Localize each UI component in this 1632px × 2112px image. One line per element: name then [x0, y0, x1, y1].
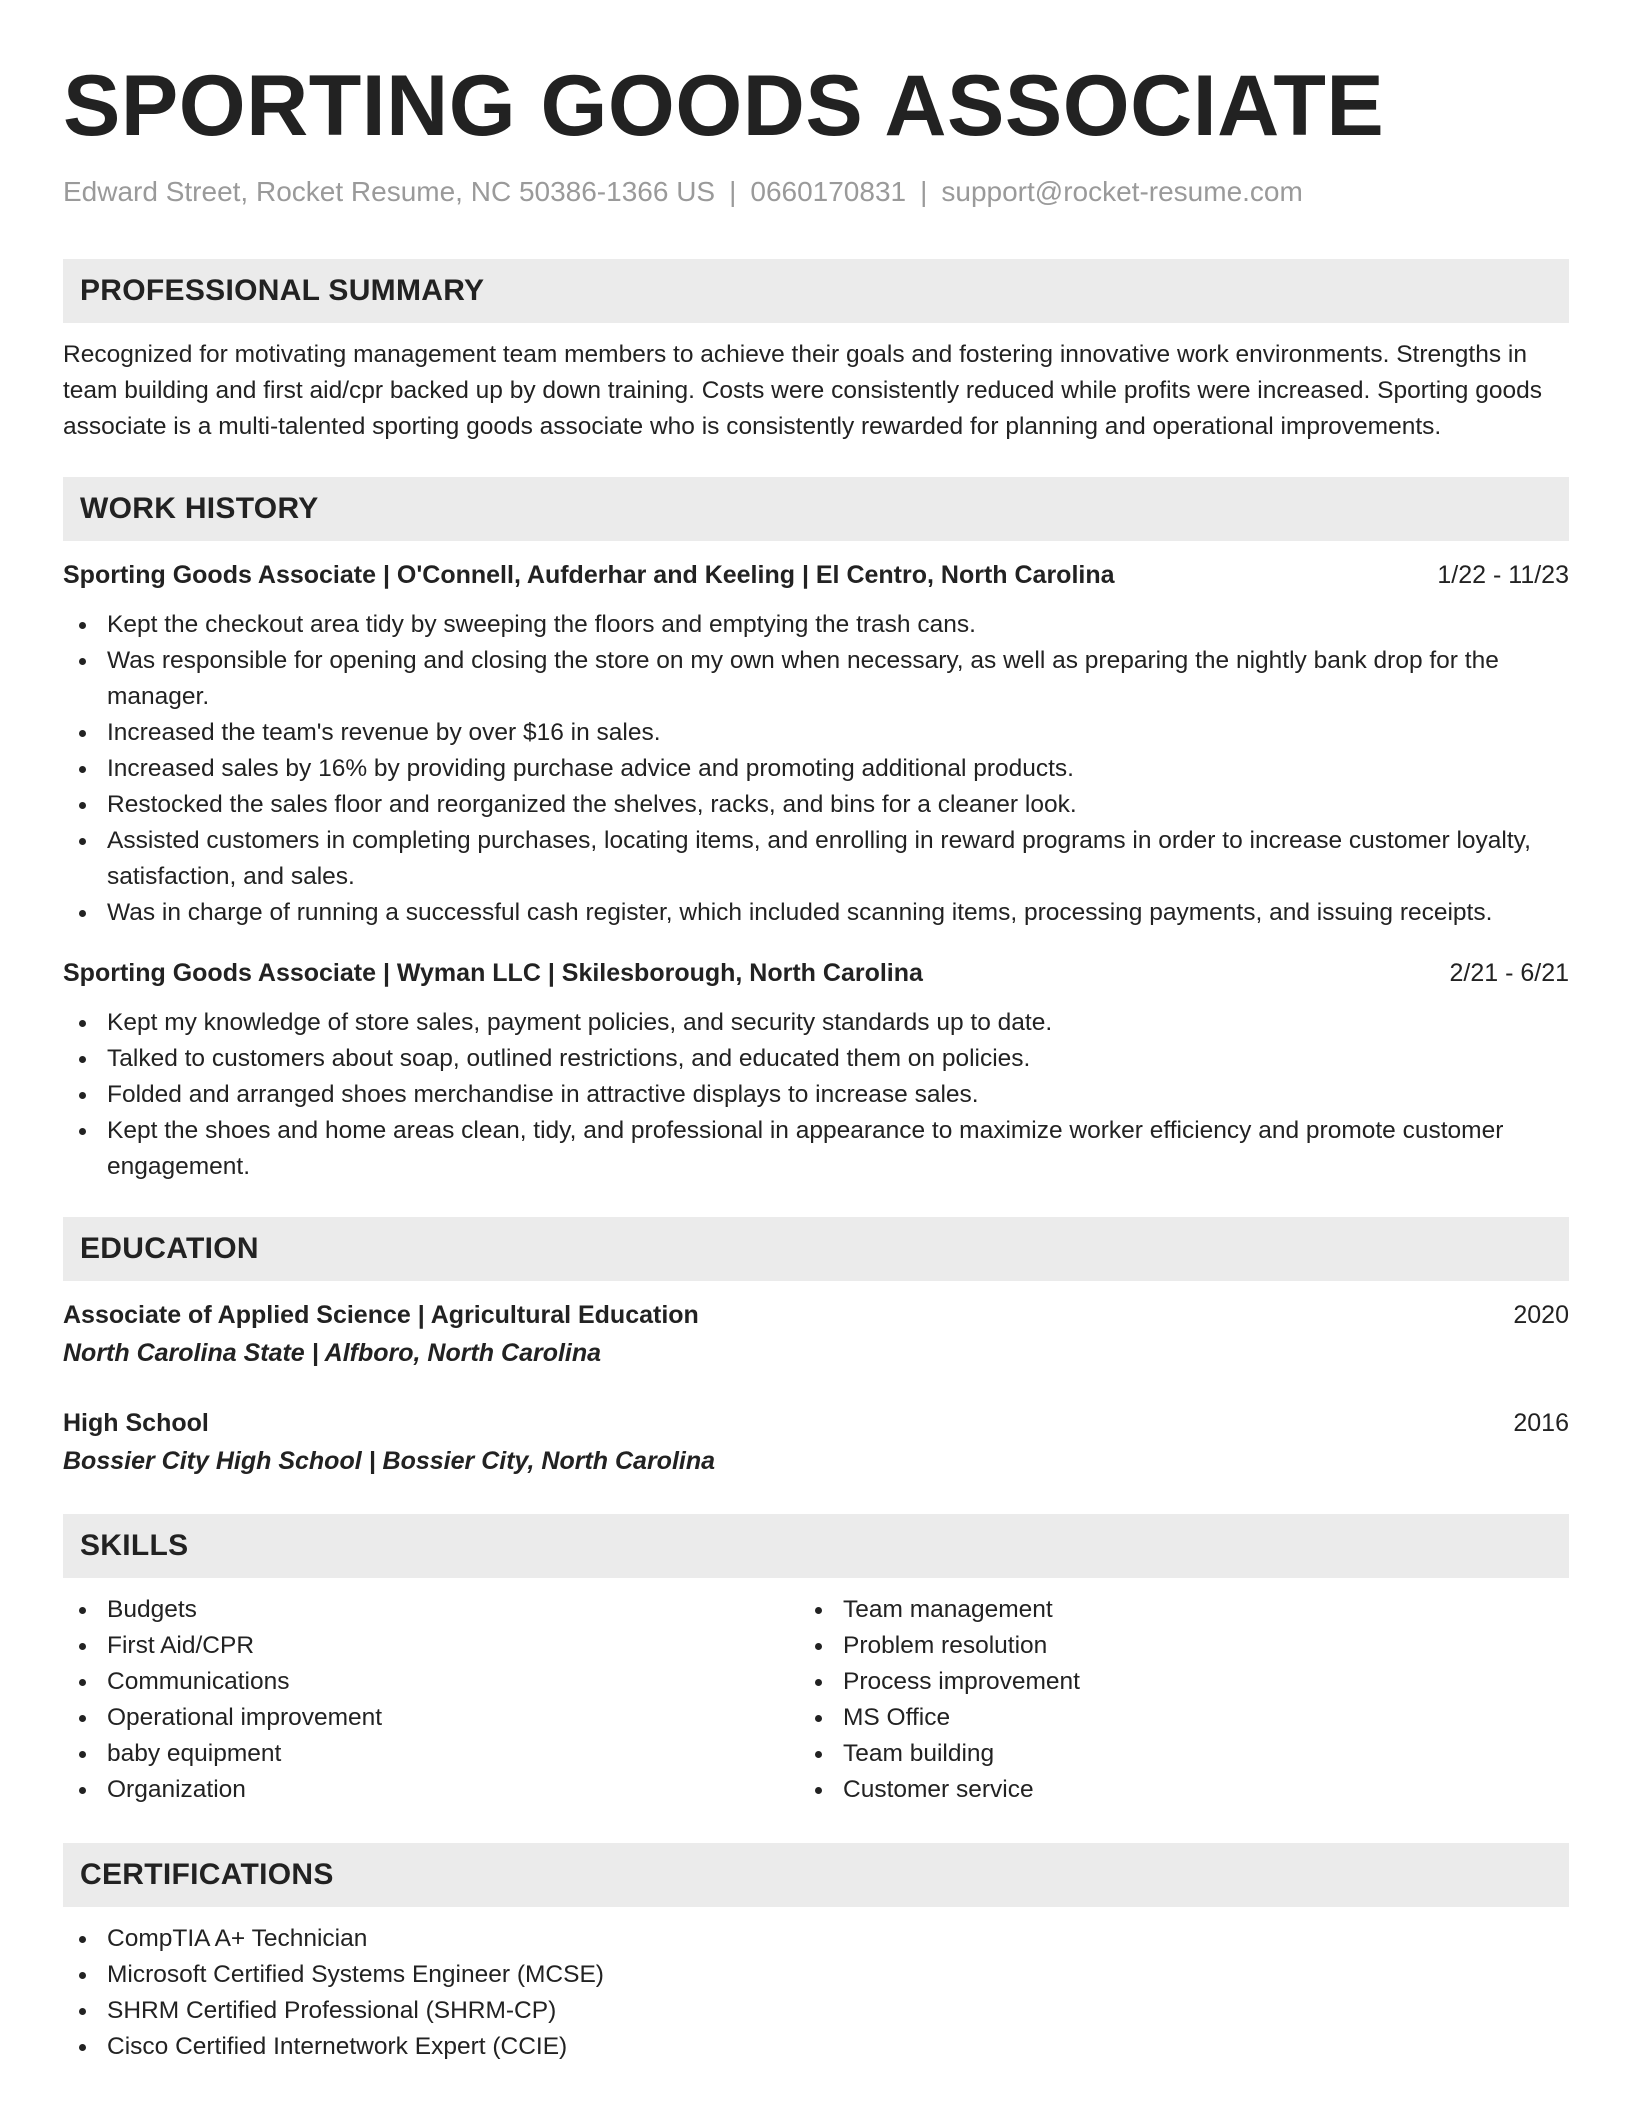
skills-column-left: [63, 1592, 799, 1808]
skill-item: Communications: [63, 1664, 799, 1700]
job-bullet: Increased the team's revenue by over $16 in sales.: [63, 715, 1569, 751]
job-title: Sporting Goods Associate | Wyman LLC | Skilesborough, North Carolina: [63, 959, 923, 987]
contact-phone: 0660170831: [750, 176, 907, 207]
job-bullet: Kept the shoes and home areas clean, tidy, and professional in appearance to maximize worker efficiency and promote customer engagement.: [63, 1113, 1569, 1185]
summary-text: Recognized for motivating management team members to achieve their goals and fostering innovative work environments. Strengths in team building and first aid/cpr backed up by down training. Costs were consistently reduced while profits were increased. Sporting goods associate is a multi-talented sporting goods associate who is consistently rewarded for planning and operational improvements.: [63, 341, 1542, 440]
education-degree: Associate of Applied Science | Agricultural Education: [63, 1301, 699, 1329]
job-bullet: Was in charge of running a successful cash register, which included scanning items, processing payments, and issuing receipts.: [63, 895, 1569, 931]
section-header-work-history: WORK HISTORY: [63, 477, 1569, 541]
job-bullets: [63, 607, 1569, 931]
skill-item: Process improvement: [799, 1664, 1499, 1700]
education-year: 2020: [1513, 1301, 1569, 1329]
contact-separator: |: [729, 176, 737, 207]
section-header-certifications: CERTIFICATIONS: [63, 1843, 1569, 1907]
job-bullet: Restocked the sales floor and reorganized the shelves, racks, and bins for a cleaner look.: [63, 787, 1569, 823]
skill-item: Customer service: [799, 1772, 1499, 1808]
certification-item: CompTIA A+ Technician: [63, 1921, 1569, 1957]
section-header-skills: SKILLS: [63, 1514, 1569, 1578]
skill-item: Operational improvement: [63, 1700, 799, 1736]
education-entry: [63, 1297, 1569, 1371]
education-degree: High School: [63, 1409, 209, 1437]
job-bullet: Kept the checkout area tidy by sweeping the floors and emptying the trash cans.: [63, 607, 1569, 643]
job-entry: [63, 955, 1569, 1185]
job-bullet: Kept my knowledge of store sales, payment policies, and security standards up to date.: [63, 1005, 1569, 1041]
skill-item: Team building: [799, 1736, 1499, 1772]
certification-item: SHRM Certified Professional (SHRM-CP): [63, 1993, 1569, 2029]
skills-grid: [63, 1592, 1569, 1808]
job-dates: 1/22 - 11/23: [1437, 561, 1569, 589]
skill-item: Problem resolution: [799, 1628, 1499, 1664]
education-header: [63, 1297, 1569, 1333]
job-dates: 2/21 - 6/21: [1449, 959, 1569, 987]
job-bullet: Assisted customers in completing purchases, locating items, and enrolling in reward programs in order to increase customer loyalty, satisfaction, and sales.: [63, 823, 1569, 895]
skill-item: MS Office: [799, 1700, 1499, 1736]
resume-title: SPORTING GOODS ASSOCIATE: [63, 58, 1385, 154]
certification-item: Microsoft Certified Systems Engineer (MCSE): [63, 1957, 1569, 1993]
section-header-education: EDUCATION: [63, 1217, 1569, 1281]
contact-email: support@rocket-resume.com: [941, 176, 1303, 207]
education-school: North Carolina State | Alfboro, North Carolina: [63, 1339, 602, 1367]
education-year: 2016: [1513, 1409, 1569, 1437]
job-header: [63, 955, 1569, 991]
job-bullet: Increased sales by 16% by providing purchase advice and promoting additional products.: [63, 751, 1569, 787]
skill-item: Organization: [63, 1772, 799, 1808]
contact-separator: |: [920, 176, 928, 207]
certification-item: Cisco Certified Internetwork Expert (CCIE): [63, 2029, 1569, 2065]
skill-item: First Aid/CPR: [63, 1628, 799, 1664]
job-header: [63, 557, 1569, 593]
skills-column-right: [799, 1592, 1499, 1808]
job-bullets: [63, 1005, 1569, 1185]
certification-list: [63, 1921, 1569, 2065]
contact-line: [63, 174, 1569, 210]
job-bullet: Was responsible for opening and closing the store on my own when necessary, as well as preparing the nightly bank drop for the manager.: [63, 643, 1569, 715]
skill-item: Team management: [799, 1592, 1499, 1628]
job-bullet: Folded and arranged shoes merchandise in attractive displays to increase sales.: [63, 1077, 1569, 1113]
job-bullet: Talked to customers about soap, outlined restrictions, and educated them on policies.: [63, 1041, 1569, 1077]
skill-item: Budgets: [63, 1592, 799, 1628]
education-entry: [63, 1405, 1569, 1479]
contact-address: Edward Street, Rocket Resume, NC 50386-1366 US: [63, 176, 716, 207]
job-title: Sporting Goods Associate | O'Connell, Aufderhar and Keeling | El Centro, North Carolina: [63, 561, 1115, 589]
education-school: Bossier City High School | Bossier City, North Carolina: [63, 1447, 716, 1475]
job-entry: [63, 557, 1569, 931]
education-header: [63, 1405, 1569, 1441]
section-header-summary: PROFESSIONAL SUMMARY: [63, 259, 1569, 323]
skill-item: baby equipment: [63, 1736, 799, 1772]
